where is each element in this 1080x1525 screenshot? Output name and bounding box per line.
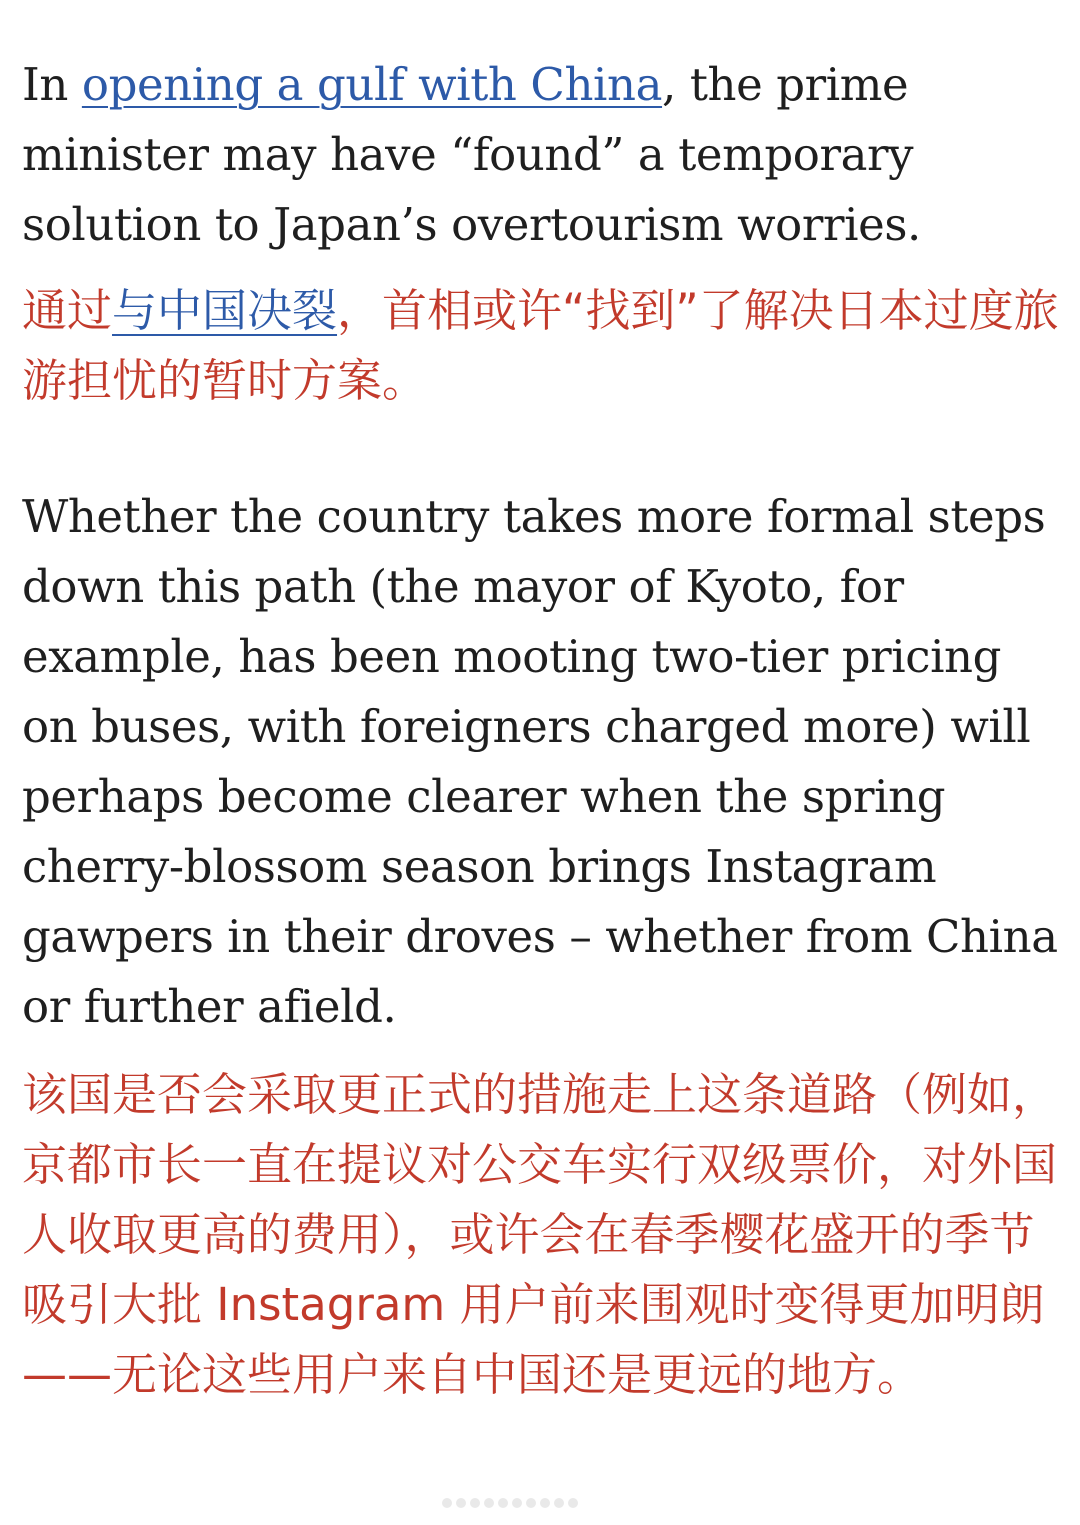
paragraph-1-english-lead: In: [22, 58, 82, 111]
paragraph-1-english: [22, 50, 1067, 260]
split-with-china-link[interactable]: 与中国决裂: [112, 284, 338, 337]
paragraph-1-english-rest: , the prime minister may have “found” a temporary solution to Japan’s overtourism worries.: [22, 58, 921, 251]
watermark-dot: [554, 1498, 564, 1508]
watermark-dots: [442, 1495, 642, 1513]
paragraph-1-chinese-rest: ，首相或许“找到”了解决日本过度旅游担忧的暂时方案。: [22, 284, 1059, 407]
watermark-dot: [512, 1498, 522, 1508]
watermark-dot: [484, 1498, 494, 1508]
watermark-dot: [470, 1498, 480, 1508]
paragraph-1-chinese: [22, 276, 1067, 416]
watermark-dot: [568, 1498, 578, 1508]
opening-a-gulf-link[interactable]: opening a gulf with China: [81, 58, 663, 111]
watermark-dot: [442, 1498, 452, 1508]
paragraph-2-chinese: 该国是否会采取更正式的措施走上这条道路（例如，京都市长一直在提议对公交车实行双级票价，对外国人收取更高的费用），或许会在春季樱花盛开的季节吸引大批 Instagram 用户前来围观时变得更加明朗——无论这些用户来自中国还是更远的地方。: [22, 1068, 1058, 1401]
watermark-dot: [526, 1498, 536, 1508]
paragraph-2-english: Whether the country takes more formal steps down this path (the mayor of Kyoto, for example, has been mooting two-tier pricing on buses, with foreigners charged more) will perhaps become clearer when the spring cherry-blossom season brings Instagram gawpers in their droves – whether from China or further afield.: [22, 490, 1058, 1033]
watermark-dot: [540, 1498, 550, 1508]
watermark-dot: [498, 1498, 508, 1508]
watermark-dot: [456, 1498, 466, 1508]
paragraph-1-chinese-lead: 通过: [22, 284, 113, 337]
